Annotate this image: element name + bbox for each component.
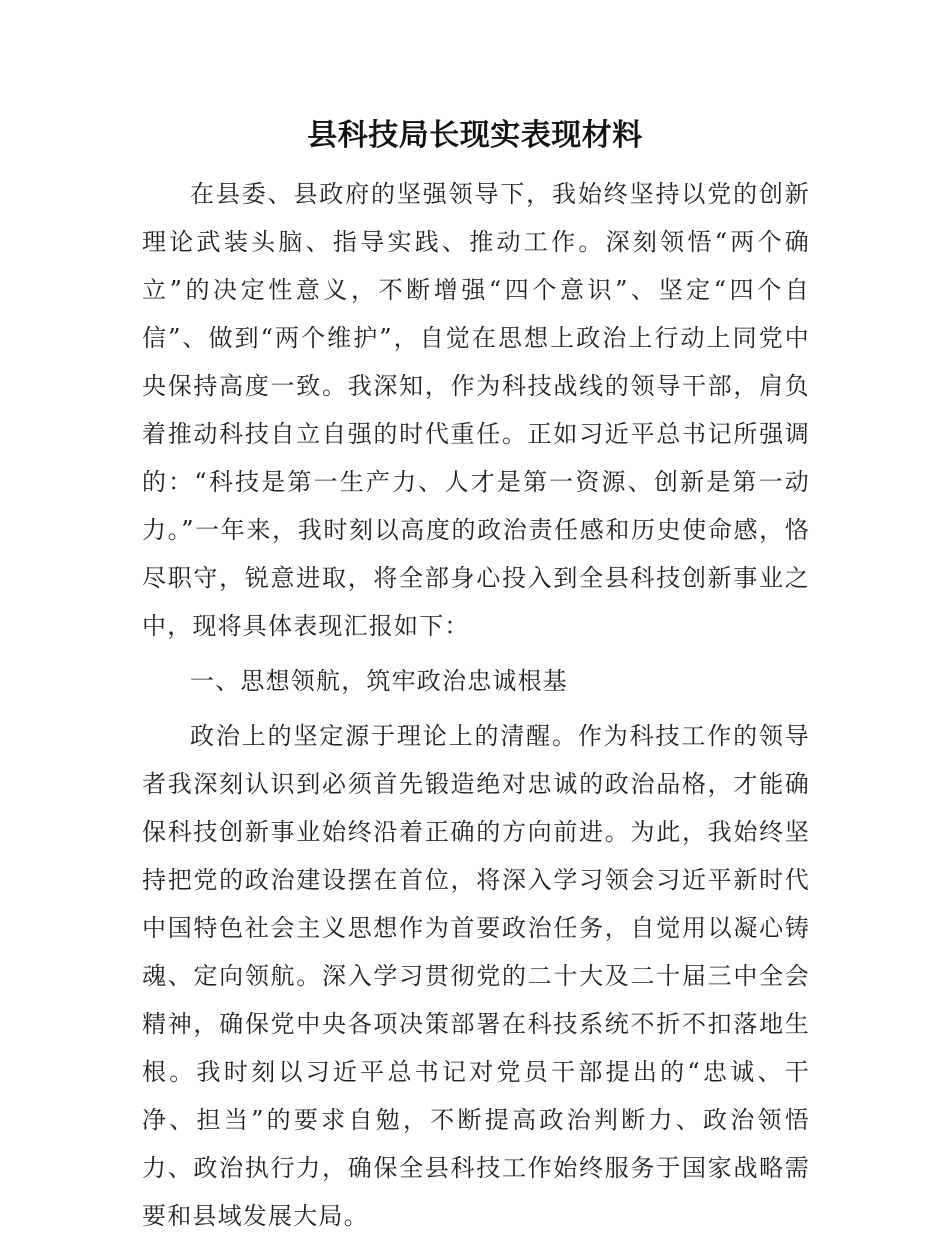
section-paragraph: 政治上的坚定源于理论上的清醒。作为科技工作的领导者我深刻认识到必须首先锻造绝对忠诚的政治品格，才能确保科技创新事业始终沿着正确的方向前进。为此，我始终坚持把党的政治建设摆在首位，将深入学习领会习近平新时代中国特色社会主义思想作为首要政治任务，自觉用以凝心铸魂、定向领航。深入学习贯彻党的二十大及二十届三中全会精神，确保党中央各项决策部署在科技系统不折不扣落地生根。我时刻以习近平总书记对党员干部提出的“忠诚、干净、担当”的要求自勉，不断提高政治判断力、政治领悟力、政治执行力，确保全县科技工作始终服务于国家战略需要和县域发展大局。 [142,722,810,1230]
document-body [142,170,810,1240]
intro-paragraph: 在县委、县政府的坚强领导下，我始终坚持以党的创新理论武装头脑、指导实践、推动工作。深刻领悟“两个确立”的决定性意义，不断增强“四个意识”、坚定“四个自信”、做到“两个维护”，自觉在思想上政治上行动上同党中央保持高度一致。我深知，作为科技战线的领导干部，肩负着推动科技自立自强的时代重任。正如习近平总书记所强调的：“科技是第一生产力、人才是第一资源、创新是第一动力。”一年来，我时刻以高度的政治责任感和历史使命感，恪尽职守，锐意进取，将全部身心投入到全县科技创新事业之中，现将具体表现汇报如下： [142,180,810,640]
document-title: 县科技局长现实表现材料 [307,118,643,153]
section-heading: 一、思想领航，筑牢政治忠诚根基 [190,667,568,695]
